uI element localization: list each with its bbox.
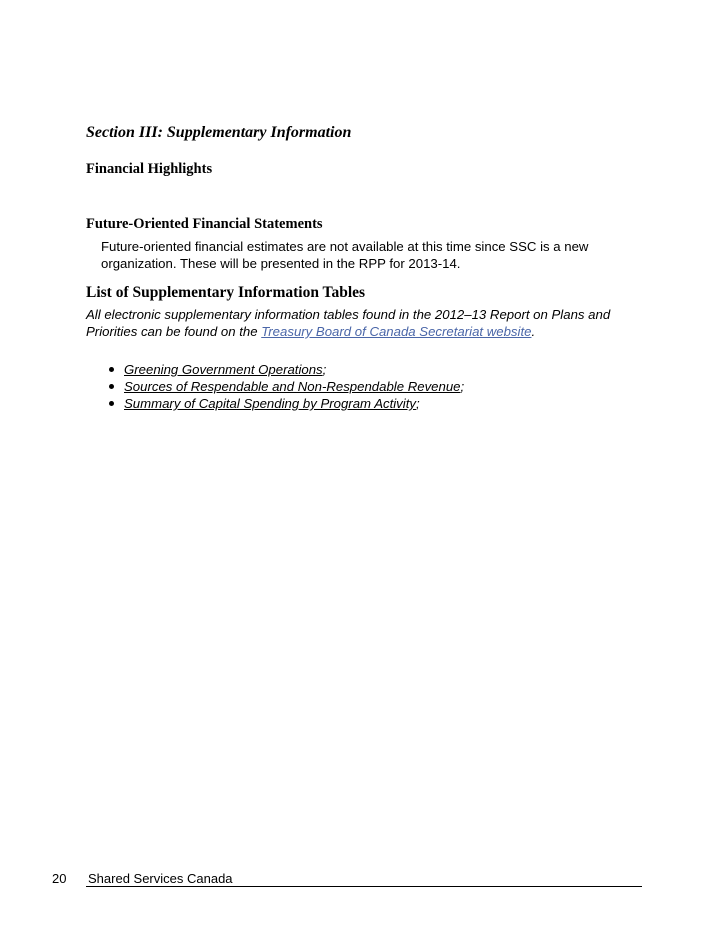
footer-organization: Shared Services Canada (88, 871, 233, 886)
greening-operations-link[interactable]: Greening Government Operations (124, 362, 323, 377)
section-title: Section III: Supplementary Information (86, 124, 352, 141)
supplementary-tables-heading: List of Supplementary Information Tables (86, 284, 366, 301)
bullet-icon (109, 401, 114, 406)
list-item (106, 361, 464, 378)
supplementary-tables-list (106, 361, 464, 412)
tbs-website-link[interactable]: Treasury Board of Canada Secretariat website (261, 324, 532, 339)
item-suffix: ; (322, 362, 327, 377)
intro-suffix: . (531, 324, 536, 339)
capital-spending-link[interactable]: Summary of Capital Spending by Program Activity (124, 396, 416, 411)
bullet-icon (109, 384, 114, 389)
item-suffix: ; (460, 379, 465, 394)
list-item (106, 378, 464, 395)
intro-line (86, 323, 626, 340)
financial-highlights-heading: Financial Highlights (86, 161, 213, 177)
respendable-revenue-link[interactable]: Sources of Respendable and Non-Respendable Revenue (124, 379, 461, 394)
intro-line: All electronic supplementary information tables found in the 2012–13 Report on Plans and (86, 307, 611, 322)
list-item (106, 395, 464, 412)
body-line: Future-oriented financial estimates are not available at this time since SSC is a new (101, 239, 589, 254)
footer-divider (86, 886, 642, 887)
item-suffix: ; (415, 396, 420, 411)
future-oriented-statements-heading: Future-Oriented Financial Statements (86, 216, 323, 232)
future-oriented-statements-body (101, 238, 621, 272)
page-number: 20 (52, 871, 67, 886)
body-line: organization. These will be presented in the RPP for 2013-14. (101, 256, 461, 271)
supplementary-tables-intro (86, 306, 626, 340)
intro-prefix: Priorities can be found on the (86, 324, 262, 339)
bullet-icon (109, 367, 114, 372)
